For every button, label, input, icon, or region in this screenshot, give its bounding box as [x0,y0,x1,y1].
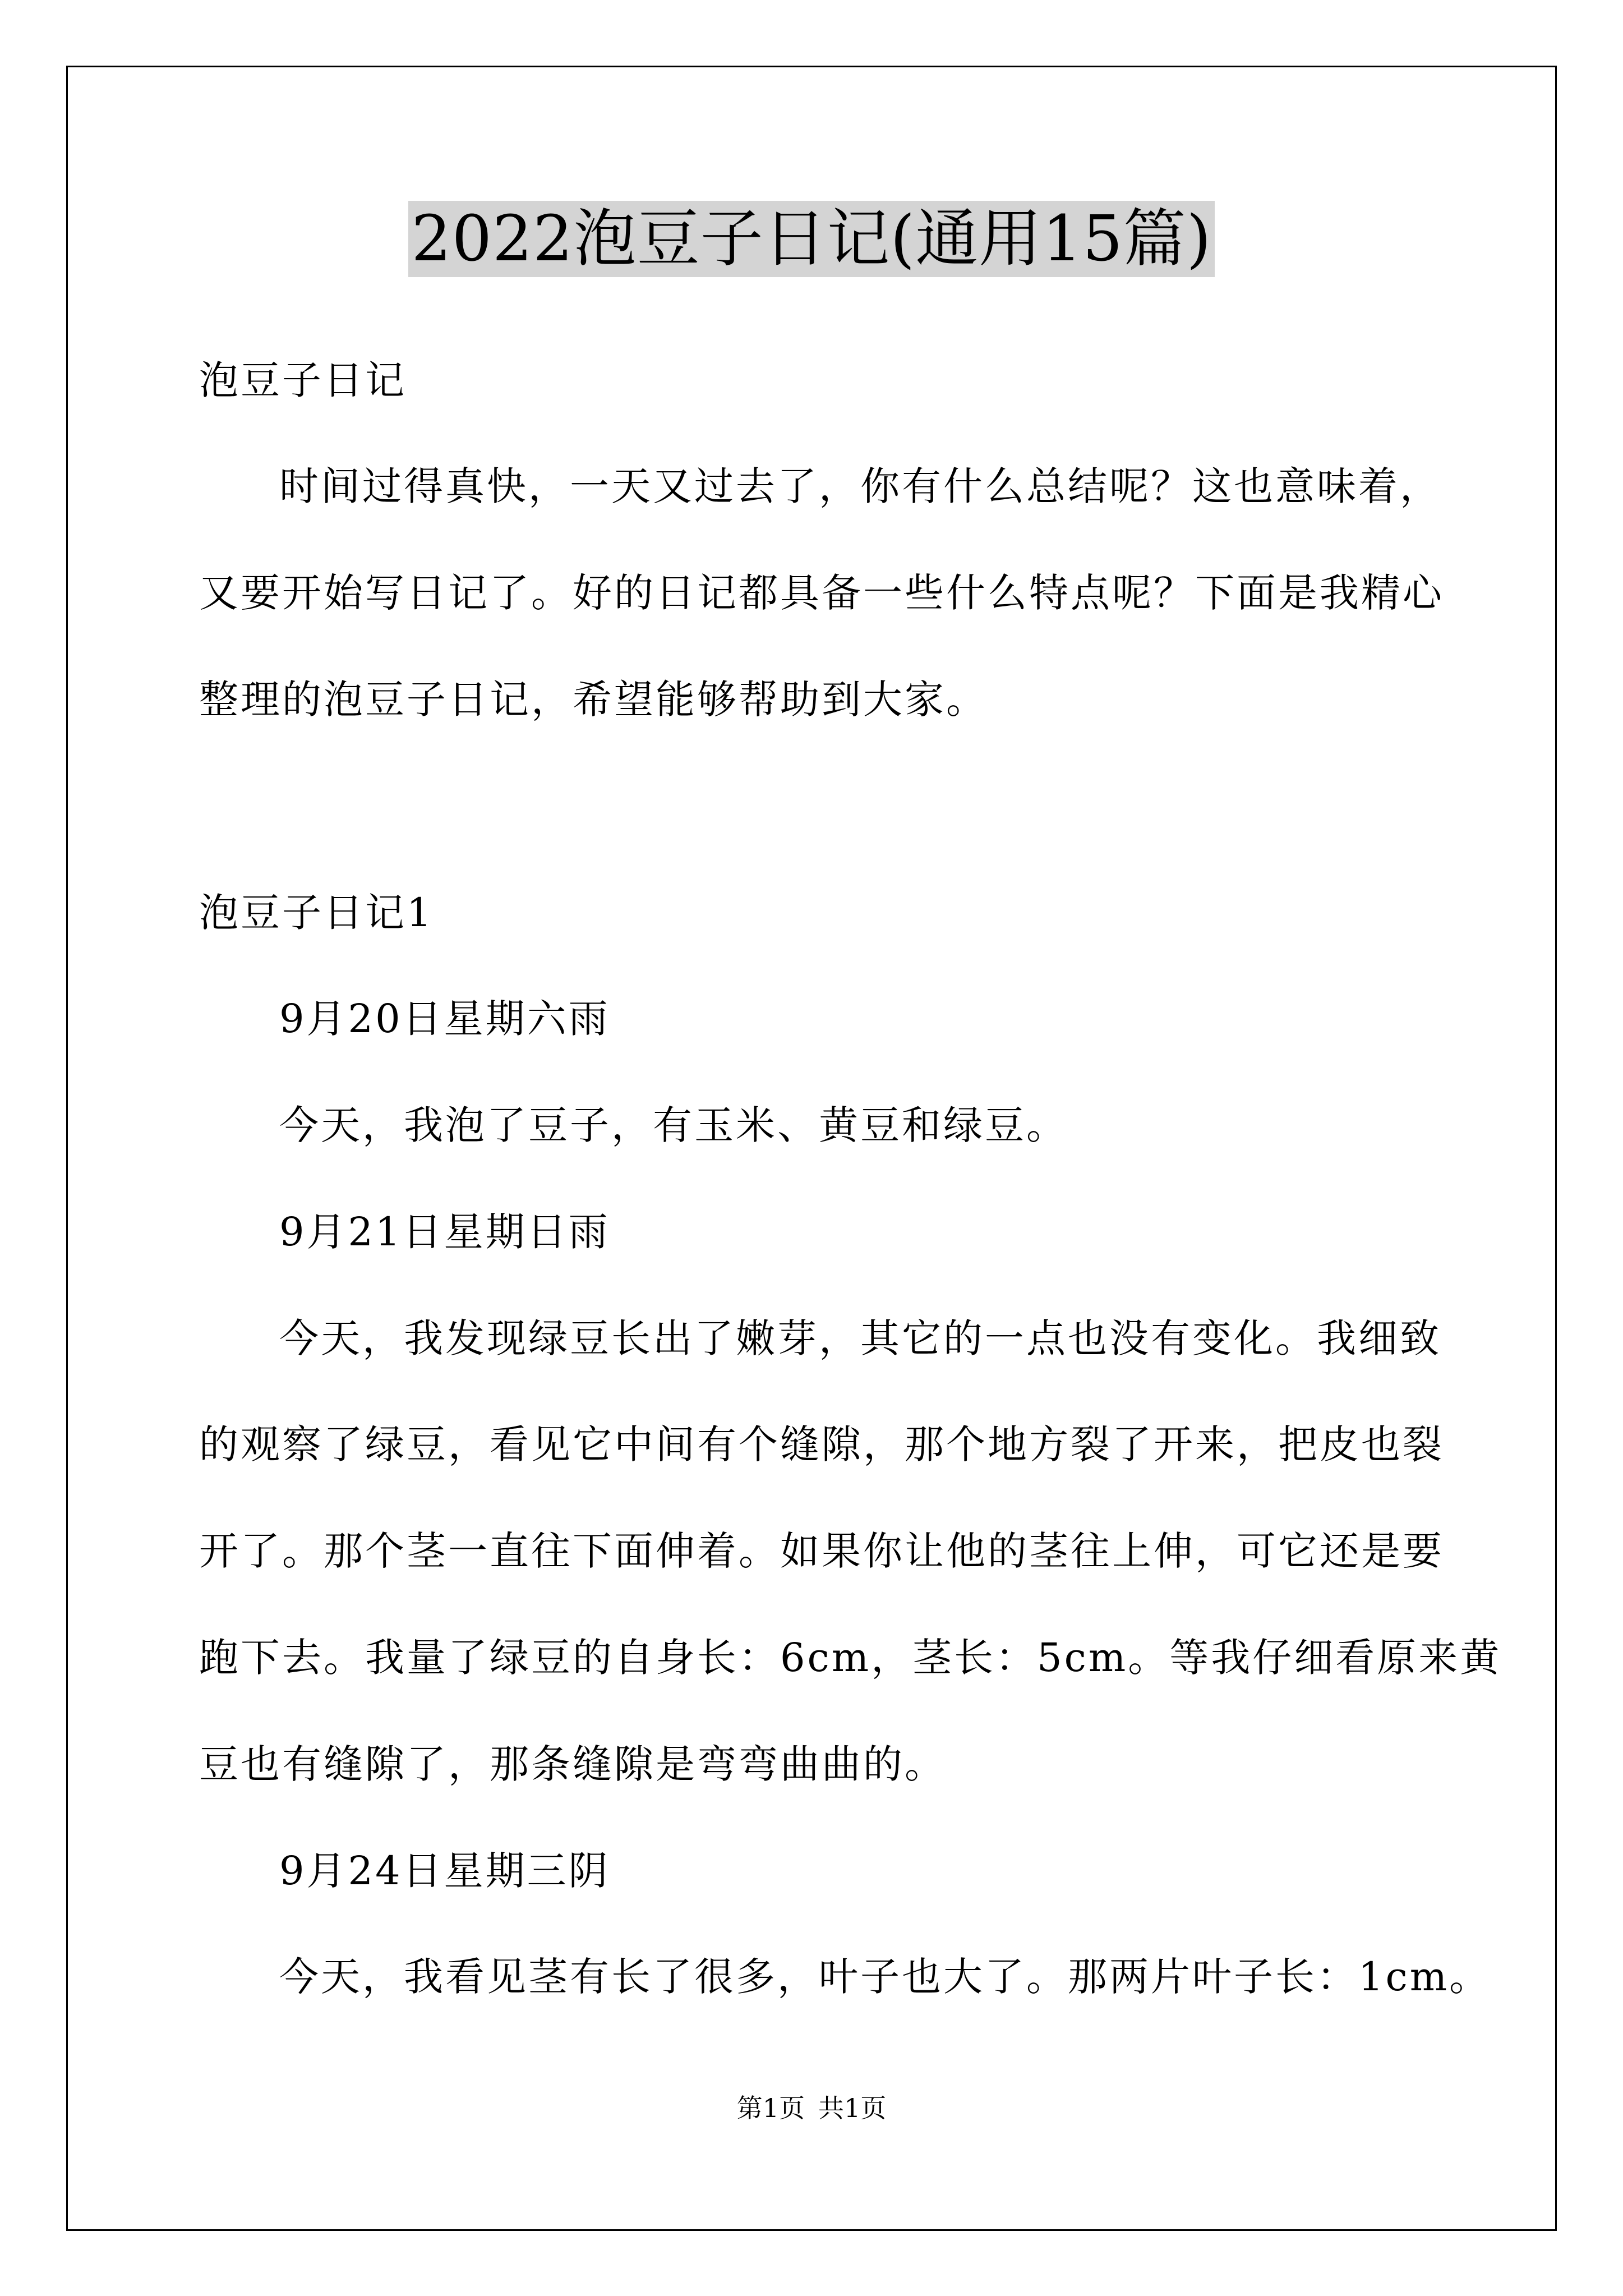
paragraph-line: 整理的泡豆子日记，希望能够帮助到大家。 [199,677,988,723]
paragraph-line: 的观察了绿豆，看见它中间有个缝隙，那个地方裂了开来，把皮也裂 [199,1421,1444,1467]
paragraph-line: 今天，我看见茎有长了很多，叶子也大了。那两片叶子长：1cm。 [279,1954,1491,2000]
paragraph-line: 开了。那个茎一直往下面伸着。如果你让他的茎往上伸，可它还是要 [199,1528,1444,1574]
page-total: 共1页 [818,2093,887,2123]
paragraph-line: 豆也有缝隙了，那条缝隙是弯弯曲曲的。 [199,1741,946,1787]
paragraph-line: 今天，我泡了豆子，有玉米、黄豆和绿豆。 [279,1102,1068,1148]
page-footer [0,2092,1623,2124]
document-title: 2022泡豆子日记(通用15篇) [408,201,1215,277]
date-line: 9月20日星期六雨 [279,996,610,1042]
paragraph-line: 跑下去。我量了绿豆的自身长：6cm，茎长：5cm。等我仔细看原来黄 [199,1635,1502,1681]
section-heading-1: 泡豆子日记1 [199,890,434,936]
date-line: 9月24日星期三阴 [279,1848,610,1894]
section-heading-intro: 泡豆子日记 [199,357,407,403]
title-wrap [0,201,1623,277]
page-number: 第1页 [736,2093,805,2123]
paragraph-line: 又要开始写日记了。好的日记都具备一些什么特点呢？下面是我精心 [199,570,1444,616]
paragraph-line: 今天，我发现绿豆长出了嫩芽，其它的一点也没有变化。我细致 [279,1315,1441,1361]
date-line: 9月21日星期日雨 [279,1209,610,1255]
paragraph-line: 时间过得真快，一天又过去了，你有什么总结呢？这也意味着， [279,463,1441,509]
